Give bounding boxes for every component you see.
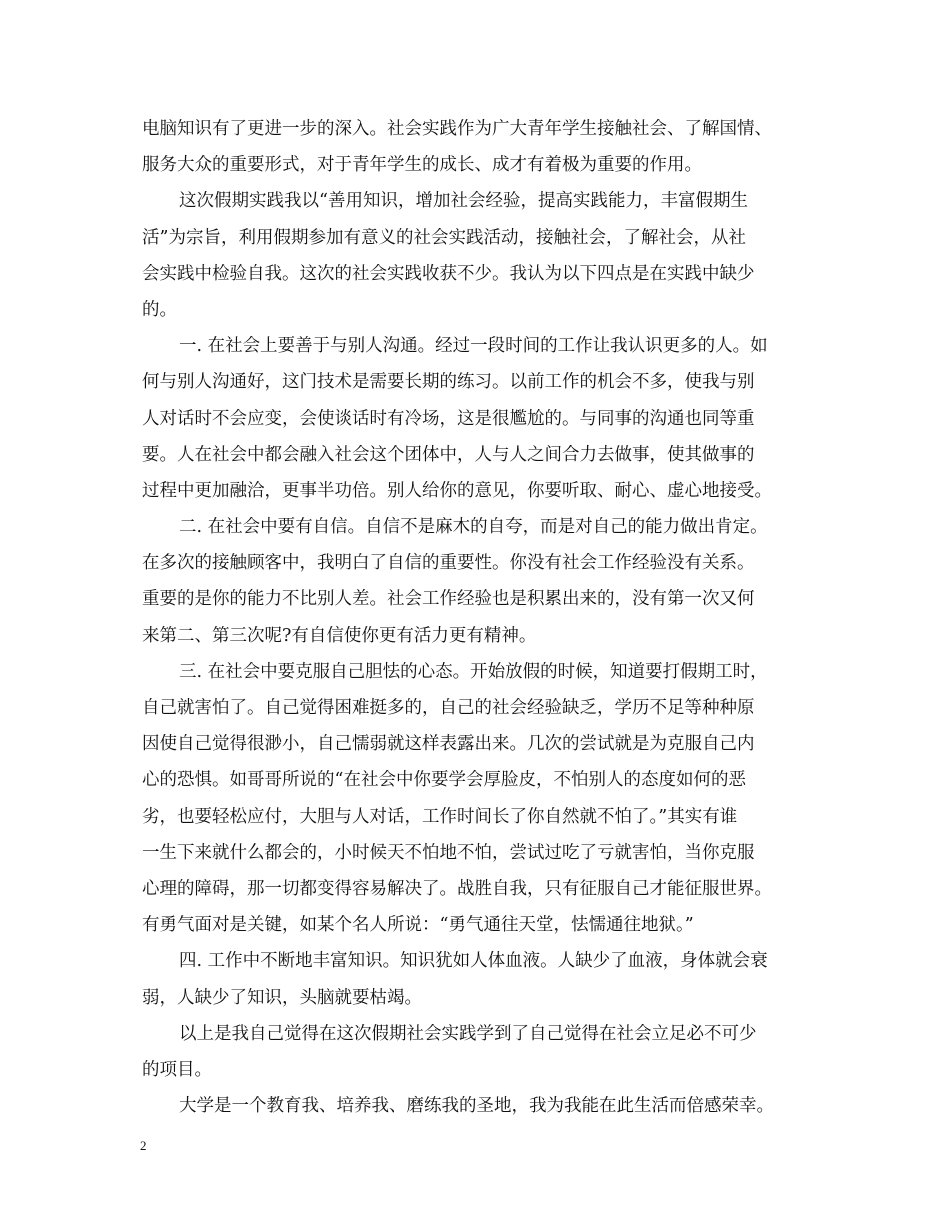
text-line: 以上是我自己觉得在这次假期社会实践学到了自己觉得在社会立足必不可少: [179, 1023, 757, 1044]
text-line: 在多次的接触顾客中，我明白了自信的重要性。你没有社会工作经验没有关系。: [142, 553, 755, 574]
text-line: 人对话时不会应变，会使谈话时有冷场，这是很尷尬的。与同事的沟通也同等重: [142, 408, 755, 429]
text-line: 大学是一个教育我、培养我、磨练我的圣地，我为我能在此生活而倍感荣幸。: [179, 1096, 774, 1117]
text-line: 自己就害怕了。自己觉得困难挺多的，自己的社会经验缺乏，学历不足等种种原: [142, 698, 755, 718]
text-line: 服务大众的重要形式，对于青年学生的成长、成才有着极为重要的作用。: [142, 155, 702, 176]
text-line: 三. 在社会中要克服自己胆怯的心态。开始放假的时候，知道要打假期工时，: [179, 661, 768, 682]
text-line: 弱，人缺少了知识，头脑就要枯竭。: [142, 987, 422, 1008]
text-line: 心的恐惧。如哥哥所说的“在社会中你要学会厚脸皮，不怕别人的态度如何的恶: [142, 770, 746, 791]
text-line: 这次假期实践我以“善用知识，增加社会经验，提高实践能力，丰富假期生: [179, 191, 748, 212]
text-line: 来第二、第三次呢?有自信使你更有活力更有精神。: [142, 625, 537, 646]
text-line: 一生下来就什么都会的，小时候天不怕地不怕，尝试过吃了亏就害怕，当你克服: [142, 842, 755, 863]
text-line: 四. 工作中不断地丰富知识。知识犹如人体血液。人缺少了血液，身体就会衰: [179, 951, 768, 972]
text-line: 一. 在社会上要善于与别人沟通。经过一段时间的工作让我认识更多的人。如: [179, 336, 768, 357]
text-line: 有勇气面对是关键，如某个名人所说：“勇气通往天堂，怯懦通往地狱。”: [142, 915, 694, 936]
text-line: 因使自己觉得很渺小，自己懦弱就这样表露出来。几次的尝试就是为克服自己内: [142, 734, 755, 755]
text-line: 要。人在社会中都会融入社会这个团体中，人与人之间合力去做事，使其做事的: [142, 444, 755, 465]
text-line: 会实践中检验自我。这次的社会实践收获不少。我认为以下四点是在实践中缺少: [142, 263, 755, 284]
text-line: 何与别人沟通好，这门技术是需要长期的练习。以前工作的机会不多，使我与别: [142, 372, 755, 393]
text-line: 心理的障碍，那一切都变得容易解决了。战胜自我，只有征服自己才能征服世界。: [142, 878, 772, 899]
text-line: 二. 在社会中要有自信。自信不是麻木的自夸，而是对自己的能力做出肯定。: [179, 517, 768, 538]
text-line: 电脑知识有了更进一步的深入。社会实践作为广大青年学生接触社会、了解国情、: [142, 119, 772, 139]
page-number: 2: [140, 1138, 147, 1153]
text-line: 重要的是你的能力不比别人差。社会工作经验也是积累出来的，没有第一次又何: [142, 589, 755, 610]
text-line: 的。: [142, 299, 177, 320]
text-line: 过程中更加融洽，更事半功倍。别人给你的意见，你要听取、耐心、虚心地接受。: [142, 480, 772, 501]
text-line: 活”为宗旨，利用假期参加有意义的社会实践活动，接触社会，了解社会，从社: [142, 227, 746, 248]
document-body: [142, 111, 828, 1124]
text-line: 劣，也要轻松应付，大胆与人对话，工作时间长了你自然就不怕了。”其实有谁: [142, 806, 738, 827]
text-line: 的项目。: [142, 1059, 212, 1080]
